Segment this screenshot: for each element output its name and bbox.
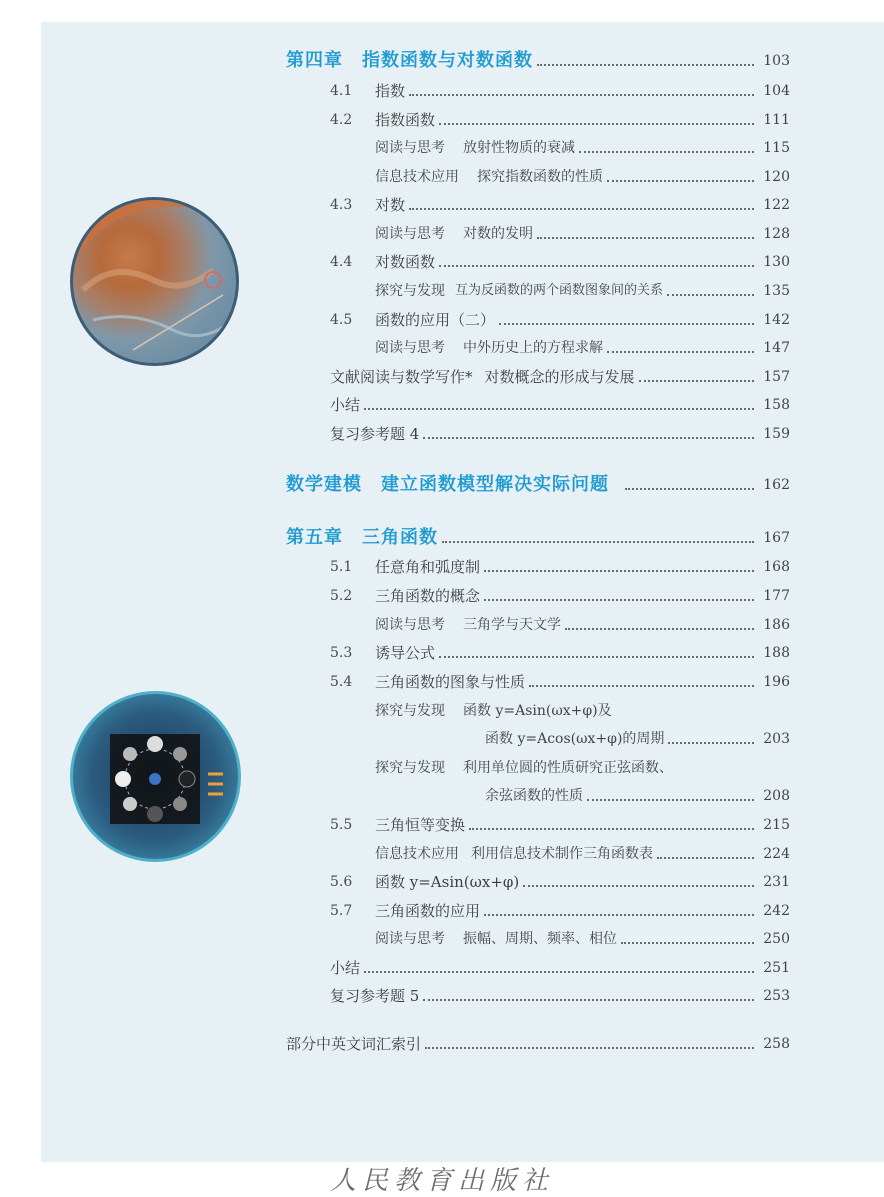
subitem-tag: 信息技术应用 <box>375 846 459 862</box>
section-number: 5.6 <box>330 874 353 890</box>
page-number: 111 <box>763 112 790 128</box>
dot-leader <box>523 885 754 887</box>
dot-leader <box>484 599 754 601</box>
page-number: 196 <box>763 674 790 690</box>
page-number: 168 <box>763 559 790 575</box>
dot-leader <box>425 1047 754 1049</box>
section-number: 5.2 <box>330 588 353 604</box>
subitem-title: 三角学与天文学 <box>463 617 561 633</box>
toc-item-review-4[interactable] <box>330 423 790 445</box>
dot-leader <box>409 94 754 96</box>
subitem-tag: 阅读与思考 <box>375 617 445 633</box>
subitem-tag: 信息技术应用 <box>375 169 459 185</box>
subitem-title-line2: 函数 y=Acos(ωx+φ)的周期 <box>485 731 665 747</box>
subitem-title: 互为反函数的两个函数图象间的关系 <box>455 283 664 298</box>
subitem-title: 对数的发明 <box>463 226 533 242</box>
page-number: 258 <box>763 1036 790 1052</box>
dot-leader <box>423 437 754 439</box>
toc-subitem-unit-circle-line2[interactable] <box>485 785 790 807</box>
dot-leader <box>439 265 754 267</box>
page-number: 224 <box>763 846 790 862</box>
toc-subitem-trig-table[interactable] <box>375 843 790 865</box>
toc-item-index[interactable] <box>286 1033 790 1055</box>
chapter-4-entry[interactable] <box>286 50 790 72</box>
dot-leader <box>409 208 754 210</box>
section-number: 4.3 <box>330 197 353 213</box>
toc-subitem-inverse-functions[interactable] <box>375 280 790 302</box>
subitem-tag: 探究与发现 <box>375 703 445 719</box>
modeling-entry[interactable] <box>286 474 790 496</box>
terrain-map-svg <box>73 200 236 363</box>
dot-leader <box>565 628 754 630</box>
subitem-title-line2: 余弦函数的性质 <box>485 788 583 804</box>
section-title: 对数 <box>375 196 406 214</box>
page-number: 231 <box>763 874 790 890</box>
section-title: 指数函数 <box>375 111 436 129</box>
review-label: 复习参考题 5 <box>330 987 420 1005</box>
page-number: 215 <box>763 817 790 833</box>
toc-item-summary-4[interactable] <box>330 394 790 416</box>
toc-subitem-radioactive-decay[interactable] <box>375 137 790 159</box>
page-number: 158 <box>763 397 790 413</box>
toc-item-5-1[interactable] <box>330 556 790 578</box>
section-title: 三角函数的概念 <box>375 587 481 605</box>
dot-leader <box>484 570 754 572</box>
page-number: 104 <box>763 83 790 99</box>
toc-item-literature-reading[interactable] <box>330 366 790 388</box>
toc-item-4-4[interactable] <box>330 251 790 273</box>
subitem-title-line1: 函数 y=Asin(ωx+φ)及 <box>463 703 612 719</box>
toc-item-review-5[interactable] <box>330 985 790 1007</box>
toc-subitem-exp-properties[interactable] <box>375 166 790 188</box>
subitem-tag: 探究与发现 <box>375 283 445 299</box>
toc-item-5-2[interactable] <box>330 585 790 607</box>
page-number: 208 <box>763 788 790 804</box>
subitem-title: 放射性物质的衰减 <box>463 140 575 156</box>
section-number: 5.7 <box>330 903 353 919</box>
toc-subitem-amplitude-period[interactable] <box>375 928 790 950</box>
dot-leader <box>607 351 754 353</box>
toc-item-4-2[interactable] <box>330 109 790 131</box>
page-number: 253 <box>763 988 790 1004</box>
toc-item-4-5[interactable] <box>330 309 790 331</box>
review-label: 复习参考题 4 <box>330 425 420 443</box>
terrain-map-image <box>70 197 239 366</box>
summary-label: 小结 <box>330 959 361 977</box>
page-number: 186 <box>763 617 790 633</box>
page-number: 142 <box>763 312 790 328</box>
section-title: 三角函数的应用 <box>375 902 481 920</box>
page-number: 162 <box>763 477 790 493</box>
subitem-title: 探究指数函数的性质 <box>477 169 603 185</box>
dot-leader <box>625 488 754 490</box>
toc-subitem-period-line1[interactable] <box>375 700 790 722</box>
dot-leader <box>529 685 754 687</box>
dot-leader <box>364 971 754 973</box>
toc-subitem-log-invention[interactable] <box>375 223 790 245</box>
section-title: 任意角和弧度制 <box>375 558 481 576</box>
subitem-tag: 阅读与思考 <box>375 931 445 947</box>
dot-leader <box>499 323 754 325</box>
dot-leader <box>439 656 754 658</box>
moon-phases-image <box>70 691 241 862</box>
section-number: 4.4 <box>330 254 353 270</box>
subitem-tag: 阅读与思考 <box>375 140 445 156</box>
section-title: 对数函数 <box>375 253 436 271</box>
subitem-tag: 阅读与思考 <box>375 340 445 356</box>
publisher-logo: 人民教育出版社 <box>329 1166 554 1196</box>
dot-leader <box>439 123 754 125</box>
section-title: 诱导公式 <box>375 644 436 662</box>
page-number: 250 <box>763 931 790 947</box>
section-number: 5.5 <box>330 817 353 833</box>
dot-leader <box>587 799 754 801</box>
subitem-tag: 探究与发现 <box>375 760 445 776</box>
toc-item-5-4[interactable] <box>330 671 790 693</box>
section-number: 5.1 <box>330 559 353 575</box>
section-number: 4.2 <box>330 112 353 128</box>
page-number: 159 <box>763 426 790 442</box>
subitem-tag: 阅读与思考 <box>375 226 445 242</box>
chapter-5-entry[interactable] <box>286 527 790 549</box>
dot-leader <box>484 914 754 916</box>
page-number: 120 <box>763 169 790 185</box>
page-number: 115 <box>763 140 790 156</box>
subitem-title: 利用信息技术制作三角函数表 <box>471 846 653 862</box>
section-title: 指数 <box>375 82 406 100</box>
dot-leader <box>657 857 754 859</box>
dot-leader <box>639 380 754 382</box>
section-title: 三角恒等变换 <box>375 816 466 834</box>
toc-subitem-period-line2[interactable] <box>485 728 790 750</box>
reading-title: 对数概念的形成与发展 <box>484 368 635 386</box>
dot-leader <box>364 408 754 410</box>
section-number: 5.4 <box>330 674 353 690</box>
toc-item-5-5[interactable] <box>330 814 790 836</box>
section-title: 函数 y=Asin(ωx+φ) <box>375 873 520 891</box>
page-number: 251 <box>763 960 790 976</box>
section-title: 函数的应用（二） <box>375 311 496 329</box>
moon-phases-svg <box>73 694 238 859</box>
index-label: 部分中英文词汇索引 <box>286 1035 422 1053</box>
page-number: 242 <box>763 903 790 919</box>
page-number: 188 <box>763 645 790 661</box>
subitem-title-line1: 利用单位圆的性质研究正弦函数、 <box>463 760 673 776</box>
dot-leader <box>668 742 754 744</box>
page-number: 130 <box>763 254 790 270</box>
reading-label: 文献阅读与数学写作* <box>330 368 473 386</box>
dot-leader <box>537 237 754 239</box>
page-number: 147 <box>763 340 790 356</box>
dot-leader <box>607 180 754 182</box>
toc-item-5-3[interactable] <box>330 642 790 664</box>
dot-leader <box>621 942 754 944</box>
chapter-5-title: 第五章 三角函数 <box>286 527 438 548</box>
page-number: 128 <box>763 226 790 242</box>
page-number: 157 <box>763 369 790 385</box>
page-number: 167 <box>763 530 790 546</box>
toc-item-5-7[interactable] <box>330 900 790 922</box>
toc-item-5-6[interactable] <box>330 871 790 893</box>
toc-subitem-trig-astronomy[interactable] <box>375 614 790 636</box>
dot-leader <box>537 64 754 66</box>
page-number: 135 <box>763 283 790 299</box>
page-number: 203 <box>763 731 790 747</box>
dot-leader <box>423 999 754 1001</box>
dot-leader <box>579 151 754 153</box>
chapter-4-title: 第四章 指数函数与对数函数 <box>286 50 533 71</box>
dot-leader <box>469 828 754 830</box>
dot-leader <box>667 294 754 296</box>
section-title: 三角函数的图象与性质 <box>375 673 526 691</box>
subitem-title: 振幅、周期、频率、相位 <box>463 931 617 947</box>
toc-item-summary-5[interactable] <box>330 957 790 979</box>
toc-subitem-equation-history[interactable] <box>375 337 790 359</box>
section-number: 4.5 <box>330 312 353 328</box>
toc-item-4-1[interactable] <box>330 80 790 102</box>
page-number: 103 <box>763 53 790 69</box>
dot-leader <box>442 541 754 543</box>
section-number: 5.3 <box>330 645 353 661</box>
page-number: 177 <box>763 588 790 604</box>
subitem-title: 中外历史上的方程求解 <box>463 340 603 356</box>
page-number: 122 <box>763 197 790 213</box>
toc-subitem-unit-circle-line1[interactable] <box>375 757 790 779</box>
section-number: 4.1 <box>330 83 353 99</box>
toc-item-4-3[interactable] <box>330 194 790 216</box>
summary-label: 小结 <box>330 396 361 414</box>
modeling-title: 数学建模 建立函数模型解决实际问题 <box>286 474 609 495</box>
